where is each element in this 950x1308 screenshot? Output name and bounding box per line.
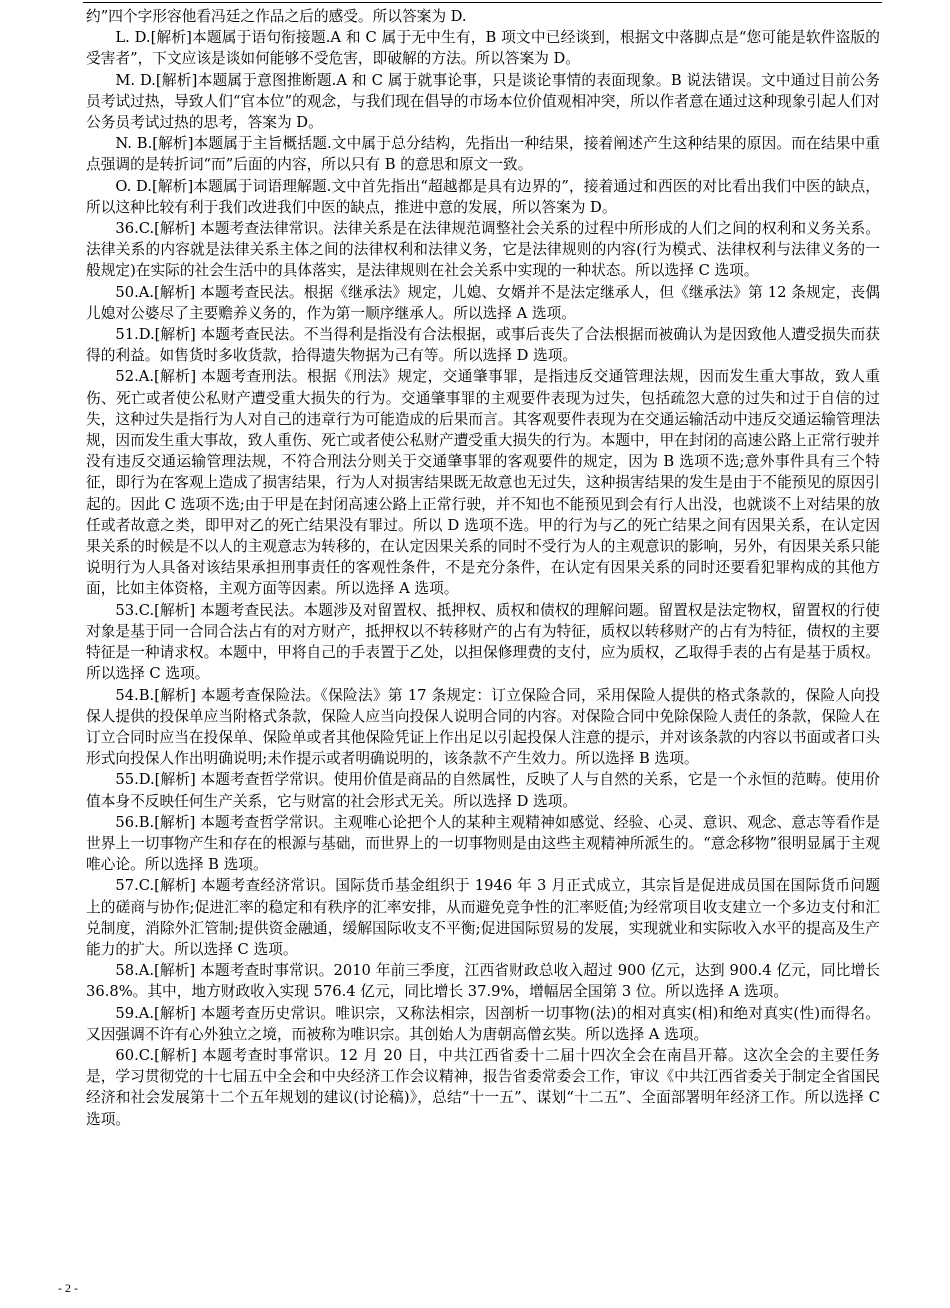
header-rule [83,2,882,3]
explanation-paragraph: O. D.[解析]本题属于词语理解题.文中首先指出“超越都是具有边界的”，接着通过和西医的对比看出我们中医的缺点，所以这种比较有利于我们改进我们中医的缺点，推进中意的发展，所以答案为 D。 [86,177,880,216]
explanation-paragraph: L. D.[解析]本题属于语句衔接题.A 和 C 属于无中生有，B 项文中已经谈到，根据文中落脚点是“您可能是软件盗版的受害者”，下文应该是谈如何能够不受危害，即破解的方法。所以答案为 D。 [86,29,880,68]
explanation-paragraph: 50.A.[解析] 本题考查民法。根据《继承法》规定，儿媳、女婿并不是法定继承人，但《继承法》第 12 条规定，丧偶儿媳对公婆尽了主要赡养义务的，作为第一顺序继承人。所以选择 A 选项。 [86,283,880,322]
explanation-paragraph: 60.C.[解析] 本题考查时事常识。12 月 20 日，中共江西省委十二届十四次全会在南昌开幕。这次全会的主要任务是，学习贯彻党的十七届五中全会和中央经济工作会议精神，报告省委常委会工作，审议《中共江西省委关于制定全省国民经济和社会发展第十二个五年规划的建议(讨论稿)》，总结“十一五”、谋划“十二五”、全面部署明年经济工作。所以选择 C 选项。 [86,1046,880,1128]
explanation-paragraph: 55.D.[解析] 本题考查哲学常识。使用价值是商品的自然属性，反映了人与自然的关系，它是一个永恒的范畴。使用价值本身不反映任何生产关系，它与财富的社会形式无关。所以选择 D 选项。 [86,771,880,810]
explanation-paragraph: 59.A.[解析] 本题考查历史常识。唯识宗，又称法相宗，因剖析一切事物(法)的相对真实(相)和绝对真实(性)而得名。又因强调不许有心外独立之境，而被称为唯识宗。其创始人为唐朝高僧玄奘。所以选择 A 选项。 [86,1004,880,1043]
explanation-paragraph: 56.B.[解析] 本题考查哲学常识。主观唯心论把个人的某种主观精神如感觉、经验、心灵、意识、观念、意志等看作是世界上一切事物产生和存在的根源与基础，而世界上的一切事物则是由这些主观精神所派生的。“意念移物”很明显属于主观唯心论。所以选择 B 选项。 [86,813,880,874]
explanation-paragraph: 52.A.[解析] 本题考查刑法。根据《刑法》规定，交通肇事罪，是指违反交通管理法规，因而发生重大事故，致人重伤、死亡或者使公私财产遭受重大损失的行为。交通肇事罪的主观要件表现为过失，包括疏忽大意的过失和过于自信的过失，这种过失是指行为人对自己的违章行为可能造成的后果而言。其客观要件表现为在交通运输活动中违反交通运输管理法规，因而发生重大事故，致人重伤、死亡或者使公私财产遭受重大损失的行为。本题中，甲在封闭的高速公路上正常行驶并没有违反交通运输管理法规，不符合刑法分则关于交通肇事罪的客观要件的规定，因为 B 选项不选;意外事件具有三个特征，即行为在客观上造成了损害结果，行为人对损害结果既无故意也无过失，这种损害结果的发生是由于不能预见的原因引起的。因此 C 选项不选;由于甲是在封闭高速公路上正常行驶，并不知也不能预见到会有行人出没，也就谈不上对结果的放任或者故意之类，即甲对乙的死亡结果没有罪过。所以 D 选项不选。甲的行为与乙的死亡结果之间有因果关系，在认定因果关系的时候是不以人的主观意志为转移的，在认定因果关系的同时不受行为人的主观意识的影响，另外，有因果关系只能说明行为人具备对该结果承担刑事责任的客观性条件，不是充分条件，在认定有因果关系的同时还要看犯罪构成的其他方面，比如主体资格，主观方面等因素。所以选择 A 选项。 [86,368,880,598]
explanation-paragraph: N. B.[解析]本题属于主旨概括题.文中属于总分结构，先指出一种结果，接着阐述产生这种结果的原因。而在结果中重点强调的是转折词“而”后面的内容，所以只有 B 的意思和原文一致。 [86,135,880,174]
answer-explanations [86,6,880,1130]
explanation-paragraph: 57.C.[解析] 本题考查经济常识。国际货币基金组织于 1946 年 3 月正式成立，其宗旨是促进成员国在国际货币问题上的磋商与协作;促进汇率的稳定和有秩序的汇率安排，从而避免竞争性的汇率贬值;为经常项目收支建立一个多边支付和汇兑制度，消除外汇管制;提供资金融通，缓解国际收支不平衡;促进国际贸易的发展，实现就业和实际收入水平的提高及生产能力的扩大。所以选择 C 选项。 [86,877,880,958]
explanation-paragraph: 36.C.[解析] 本题考查法律常识。法律关系是在法律规范调整社会关系的过程中所形成的人们之间的权利和义务关系。法律关系的内容就是法律关系主体之间的法律权利和法律义务，它是法律规则的内容(行为模式、法律权利与法律义务的一般规定)在实际的社会生活中的具体落实，是法律规则在社会关系中实现的一种状态。所以选择 C 选项。 [86,220,880,280]
explanation-paragraph: 54.B.[解析] 本题考查保险法。《保险法》第 17 条规定：订立保险合同，采用保险人提供的格式条款的，保险人向投保人提供的投保单应当附格式条款，保险人应当向投保人说明合同的内容。对保险合同中免除保险人责任的条款，保险人在订立合同时应当在投保单、保险单或者其他保险凭证上作出足以引起投保人注意的提示，并对该条款的内容以书面或者口头形式向投保人作出明确说明;未作提示或者明确说明的，该条款不产生效力。所以选择 B 选项。 [86,686,880,768]
explanation-paragraph: 53.C.[解析] 本题考查民法。本题涉及对留置权、抵押权、质权和债权的理解问题。留置权是法定物权，留置权的行使对象是基于同一合同合法占有的对方财产，抵押权以不转移财产的占有为特征，质权以转移财产的占有为特征，债权的主要特征是一种请求权。本题中，甲将自己的手表置于乙处，以担保修理费的支付，应为质权，乙取得手表的占有是基于质权。所以选择 C 选项。 [86,601,880,683]
explanation-paragraph: 51.D.[解析] 本题考查民法。不当得利是指没有合法根据，或事后丧失了合法根据而被确认为是因致他人遭受损失而获得的利益。如售货时多收货款，拾得遗失物据为己有等。所以选择 D 选项。 [86,326,880,365]
explanation-paragraph: 58.A.[解析] 本题考查时事常识。2010 年前三季度，江西省财政总收入超过 900 亿元，达到 900.4 亿元，同比增长 36.8%。其中，地方财政收入实现 576.4 亿元，同比增长 37.9%，增幅居全国第 3 位。所以选择 A 选项。 [86,962,880,1001]
explanation-paragraph: M. D.[解析]本题属于意图推断题.A 和 C 属于就事论事，只是谈论事情的表面现象。B 说法错误。文中通过目前公务员考试过热，导致人们“官本位”的观念，与我们现在倡导的市场本位价值观相冲突，所以作者意在通过这种现象引起人们对公务员考试过热的思考，答案为 D。 [86,71,880,132]
explanation-paragraph: 约”四个字形容他看冯廷之作品之后的感受。所以答案为 D. [86,8,467,25]
page-number: - 2 - [58,1281,78,1295]
